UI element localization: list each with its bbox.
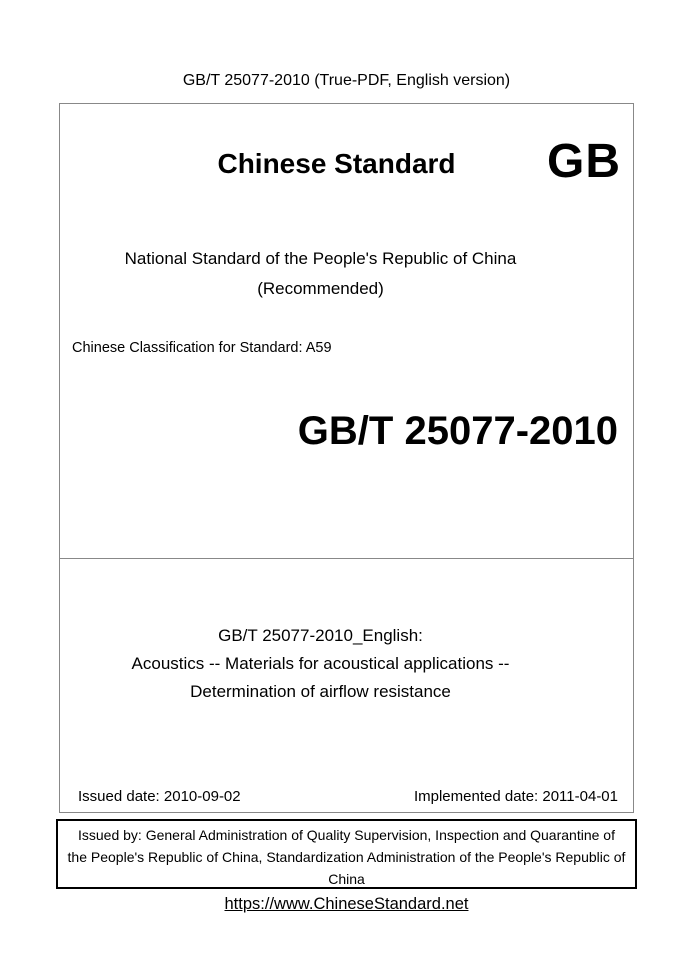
gb-logo: GB (547, 135, 621, 188)
footer (0, 893, 693, 915)
english-title-line-2: Acoustics -- Materials for acoustical applications -- (131, 654, 510, 673)
dates-row (60, 786, 633, 808)
issuer-box (56, 819, 637, 889)
section-divider (60, 558, 633, 559)
english-title-block (60, 622, 633, 706)
doc-header-title: GB/T 25077-2010 (True-PDF, English version) (182, 72, 511, 89)
national-standard-line: National Standard of the People's Republic of China (124, 249, 517, 268)
recommended-line: (Recommended) (257, 279, 384, 298)
standard-cover-box (59, 103, 634, 813)
footer-link[interactable]: https://www.ChineseStandard.net (224, 895, 469, 913)
issuer-line: the People's Republic of China, Standardization Administration of the People's Republic of (67, 849, 626, 865)
brand-title: Chinese Standard (217, 148, 456, 179)
standard-number: GB/T 25077-2010 (297, 409, 618, 453)
classification-line: Chinese Classification for Standard: A59 (72, 340, 332, 356)
english-title-line-1: GB/T 25077-2010_English: (218, 626, 423, 645)
english-title-line-3: Determination of airflow resistance (190, 682, 451, 701)
national-standard-block (60, 244, 633, 304)
issued-date: Issued date: 2010-09-02 (78, 788, 241, 805)
issuer-line: China (328, 871, 365, 887)
issuer-line: Issued by: General Administration of Quality Supervision, Inspection and Quarantine of (78, 827, 615, 843)
implemented-date: Implemented date: 2011-04-01 (413, 788, 618, 805)
